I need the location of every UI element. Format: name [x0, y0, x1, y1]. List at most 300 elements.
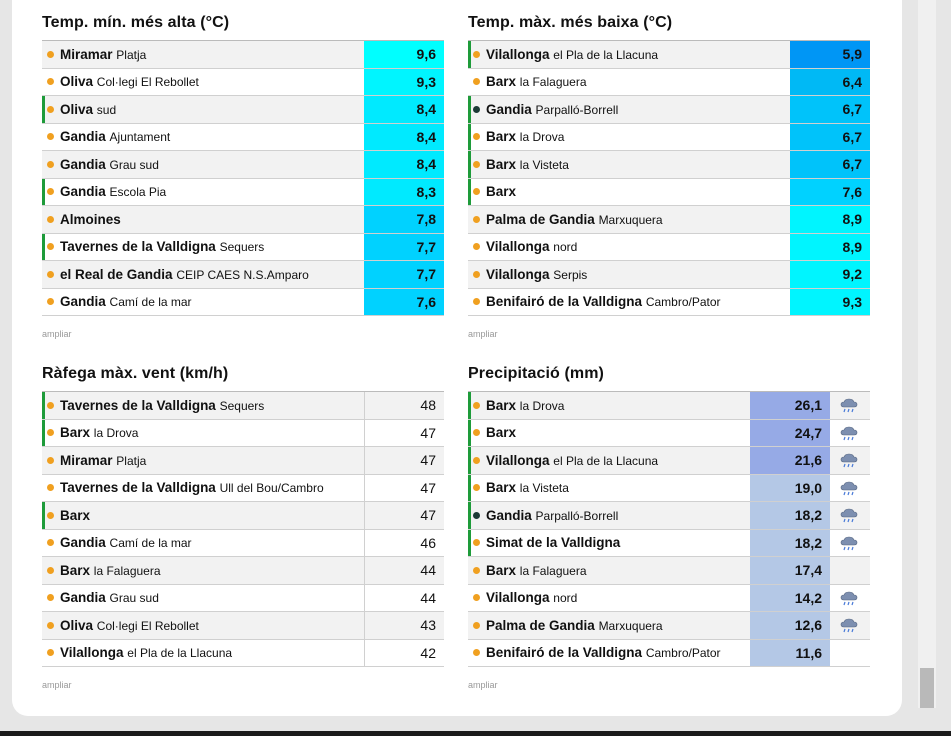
station-value: 24,7 [750, 420, 830, 447]
station-location: Marxuquera [598, 618, 663, 633]
station-location: CEIP CAES N.S.Amparo [176, 267, 309, 282]
table-row[interactable] [468, 612, 870, 640]
rain-cloud-icon [840, 481, 858, 497]
station-location: Grau sud [109, 591, 159, 606]
station-value: 9,6 [364, 41, 444, 68]
station-value: 7,6 [790, 179, 870, 206]
station-name[interactable] [60, 102, 116, 117]
station-value: 6,7 [790, 96, 870, 123]
station-dot-icon [473, 188, 480, 195]
station-name[interactable] [60, 129, 170, 144]
station-town: Vilallonga [486, 239, 550, 255]
table-row[interactable] [468, 585, 870, 613]
station-name[interactable] [486, 535, 620, 550]
station-name[interactable] [60, 563, 161, 578]
table-row[interactable] [42, 151, 444, 179]
panel-wind-gust [42, 363, 444, 693]
station-value: 47 [364, 502, 444, 529]
station-name[interactable] [486, 563, 587, 578]
station-location: el Pla de la Llacuna [553, 453, 659, 468]
station-name[interactable] [486, 425, 516, 440]
station-dot-icon [47, 649, 54, 656]
station-dot-icon [473, 216, 480, 223]
station-town: Barx [486, 156, 517, 172]
station-name[interactable] [60, 157, 159, 172]
station-flag-marker [42, 392, 45, 419]
expand-link[interactable]: ampliar [468, 329, 498, 339]
table-row[interactable] [468, 151, 870, 179]
rain-cloud-icon [840, 618, 858, 634]
station-location: sud [96, 102, 117, 117]
station-name[interactable] [486, 74, 587, 89]
station-value: 26,1 [750, 392, 830, 419]
station-flag-marker [42, 234, 45, 261]
station-dot-icon [47, 133, 54, 140]
station-dot-icon [473, 429, 480, 436]
station-location: nord [553, 591, 578, 606]
table-row[interactable] [468, 502, 870, 530]
station-location: Serpis [553, 267, 588, 282]
station-dot-icon [47, 622, 54, 629]
station-flag-marker [468, 234, 471, 261]
panel-title: Ràfega màx. vent (km/h) [42, 365, 229, 382]
station-town: Barx [486, 74, 517, 90]
station-dot-icon [47, 484, 54, 491]
station-dot-icon [473, 161, 480, 168]
table-row[interactable] [468, 179, 870, 207]
station-town: Gandia [60, 156, 106, 172]
station-location: la Falaguera [93, 563, 161, 578]
station-dot-icon [47, 106, 54, 113]
station-town: Tavernes de la Valldigna [60, 480, 216, 496]
station-flag-marker [468, 475, 471, 502]
rain-cloud-icon [840, 398, 858, 414]
station-name[interactable] [486, 618, 663, 633]
station-town: Barx [486, 562, 517, 578]
station-town: Oliva [60, 101, 94, 117]
station-dot-icon [47, 243, 54, 250]
station-dot-icon [47, 161, 54, 168]
station-value: 17,4 [750, 557, 830, 584]
station-flag-marker [468, 530, 471, 557]
rain-cloud-icon [840, 453, 858, 469]
station-value: 6,7 [790, 151, 870, 178]
station-flag-marker [42, 612, 45, 639]
station-town: Gandia [486, 101, 532, 117]
station-location: Camí de la mar [109, 295, 192, 310]
station-location: la Drova [93, 426, 139, 441]
station-value: 43 [364, 612, 444, 639]
station-value: 7,7 [364, 261, 444, 288]
panel-title: Temp. màx. més baixa (°C) [468, 14, 673, 31]
station-name[interactable] [60, 480, 324, 495]
station-town: Oliva [60, 74, 94, 90]
station-flag-marker [42, 557, 45, 584]
expand-link[interactable]: ampliar [42, 329, 72, 339]
station-flag-marker [468, 41, 471, 68]
station-flag-marker [42, 502, 45, 529]
station-town: Vilallonga [60, 645, 124, 661]
station-dot-icon [47, 594, 54, 601]
table-row[interactable] [42, 41, 444, 69]
station-flag-marker [42, 206, 45, 233]
panel-title: Precipitació (mm) [468, 365, 604, 382]
station-name[interactable] [486, 398, 564, 413]
station-value: 7,8 [364, 206, 444, 233]
station-value: 9,3 [790, 289, 870, 316]
station-name[interactable] [60, 47, 146, 62]
station-location: Parpalló-Borrell [535, 102, 619, 117]
station-town: Barx [486, 397, 517, 413]
table-row[interactable] [42, 69, 444, 97]
station-value: 46 [364, 530, 444, 557]
station-name[interactable] [486, 184, 516, 199]
station-name[interactable] [60, 425, 138, 440]
station-flag-marker [42, 585, 45, 612]
station-name[interactable] [60, 184, 166, 199]
scrollbar-thumb[interactable] [920, 668, 934, 708]
scrollbar-track[interactable] [918, 0, 936, 708]
station-name[interactable] [486, 129, 564, 144]
station-dot-icon [47, 188, 54, 195]
station-dot-icon [47, 298, 54, 305]
table-row[interactable] [42, 206, 444, 234]
station-town: Tavernes de la Valldigna [60, 397, 216, 413]
table-row[interactable] [42, 530, 444, 558]
station-dot-icon [47, 216, 54, 223]
station-dot-icon [473, 484, 480, 491]
station-flag-marker [42, 475, 45, 502]
station-name[interactable] [486, 267, 587, 282]
station-dot-icon [473, 512, 480, 519]
station-value: 18,2 [750, 502, 830, 529]
station-value: 5,9 [790, 41, 870, 68]
station-name[interactable] [486, 508, 618, 523]
station-dot-icon [473, 402, 480, 409]
table-row[interactable] [468, 420, 870, 448]
station-town: Palma de Gandia [486, 617, 595, 633]
ranking-table [42, 40, 444, 316]
station-flag-marker [468, 69, 471, 96]
station-town: Almoines [60, 211, 121, 227]
station-dot-icon [47, 512, 54, 519]
station-name[interactable] [486, 157, 569, 172]
station-name[interactable] [60, 508, 90, 523]
panel-precipitation [468, 363, 870, 693]
station-flag-marker [42, 640, 45, 667]
station-flag-marker [42, 530, 45, 557]
station-location: la Drova [519, 398, 565, 413]
rain-cloud-icon [840, 591, 858, 607]
ranking-table [42, 391, 444, 667]
expand-link[interactable]: ampliar [468, 680, 498, 690]
station-name[interactable] [486, 47, 658, 62]
station-location: Col·legi El Rebollet [96, 618, 199, 633]
panel-min-temp-high [42, 12, 444, 342]
station-dot-icon [473, 594, 480, 601]
station-dot-icon [473, 457, 480, 464]
bottom-divider [0, 731, 951, 736]
station-flag-marker [468, 124, 471, 151]
table-row[interactable] [42, 261, 444, 289]
station-name[interactable] [486, 645, 721, 660]
station-flag-marker [468, 585, 471, 612]
station-name[interactable] [60, 212, 121, 227]
station-location: Parpalló-Borrell [535, 508, 619, 523]
station-value: 7,7 [364, 234, 444, 261]
station-flag-marker [468, 502, 471, 529]
table-row[interactable] [42, 392, 444, 420]
station-location: la Falaguera [519, 75, 587, 90]
station-town: Barx [60, 507, 91, 523]
station-value: 14,2 [750, 585, 830, 612]
table-row[interactable] [468, 530, 870, 558]
table-row[interactable] [468, 289, 870, 317]
station-location: Grau sud [109, 157, 159, 172]
station-value: 8,9 [790, 206, 870, 233]
station-town: Benifairó de la Valldigna [486, 645, 643, 661]
station-dot-icon [47, 429, 54, 436]
station-dot-icon [47, 402, 54, 409]
station-location: Camí de la mar [109, 536, 192, 551]
station-location: la Falaguera [519, 563, 587, 578]
station-flag-marker [42, 447, 45, 474]
station-value: 48 [364, 392, 444, 419]
station-flag-marker [42, 69, 45, 96]
station-value: 8,9 [790, 234, 870, 261]
station-town: Miramar [60, 452, 113, 468]
ranking-table [468, 40, 870, 316]
table-row[interactable] [42, 612, 444, 640]
station-town: Vilallonga [486, 590, 550, 606]
station-location: el Pla de la Llacuna [127, 646, 233, 661]
table-row[interactable] [468, 96, 870, 124]
table-row[interactable] [468, 475, 870, 503]
station-location: Escola Pia [109, 185, 167, 200]
station-flag-marker [468, 179, 471, 206]
station-town: Barx [486, 480, 517, 496]
table-row[interactable] [42, 585, 444, 613]
rain-cloud-icon [840, 426, 858, 442]
table-row[interactable] [42, 447, 444, 475]
station-location: la Drova [519, 130, 565, 145]
station-location: Ull del Bou/Cambro [219, 481, 324, 496]
station-value: 6,7 [790, 124, 870, 151]
table-row[interactable] [468, 261, 870, 289]
station-flag-marker [42, 151, 45, 178]
station-dot-icon [473, 539, 480, 546]
station-town: Barx [60, 562, 91, 578]
station-flag-marker [42, 420, 45, 447]
station-dot-icon [47, 51, 54, 58]
station-dot-icon [473, 271, 480, 278]
station-value: 7,6 [364, 289, 444, 316]
station-location: Cambro/Pator [645, 646, 721, 661]
table-row[interactable] [42, 420, 444, 448]
station-name[interactable] [60, 398, 264, 413]
station-flag-marker [468, 640, 471, 667]
ranking-table [468, 391, 870, 667]
table-row[interactable] [468, 41, 870, 69]
station-name[interactable] [60, 535, 192, 550]
station-name[interactable] [486, 480, 569, 495]
station-location: la Visteta [519, 481, 569, 496]
station-flag-marker [468, 206, 471, 233]
station-location: Col·legi El Rebollet [96, 75, 199, 90]
station-dot-icon [473, 567, 480, 574]
station-value: 47 [364, 420, 444, 447]
station-value: 11,6 [750, 640, 830, 667]
station-town: Simat de la Valldigna [486, 535, 621, 551]
station-dot-icon [473, 133, 480, 140]
table-row[interactable] [42, 475, 444, 503]
station-flag-marker [468, 392, 471, 419]
station-value: 21,6 [750, 447, 830, 474]
station-name[interactable] [60, 453, 146, 468]
station-name[interactable] [486, 294, 721, 309]
station-value: 44 [364, 557, 444, 584]
station-dot-icon [47, 539, 54, 546]
rain-cloud-icon [840, 508, 858, 524]
station-value: 8,3 [364, 179, 444, 206]
table-row[interactable] [42, 179, 444, 207]
station-town: Gandia [486, 507, 532, 523]
station-town: Miramar [60, 46, 113, 62]
station-location: la Visteta [519, 157, 569, 172]
station-dot-icon [47, 457, 54, 464]
station-town: Tavernes de la Valldigna [60, 239, 216, 255]
station-dot-icon [473, 622, 480, 629]
station-town: Barx [486, 184, 517, 200]
table-row[interactable] [42, 96, 444, 124]
station-flag-marker [42, 179, 45, 206]
station-flag-marker [468, 289, 471, 316]
station-location: Sequers [219, 398, 265, 413]
station-name[interactable] [60, 267, 309, 282]
expand-link[interactable]: ampliar [42, 680, 72, 690]
station-value: 9,2 [790, 261, 870, 288]
station-value: 6,4 [790, 69, 870, 96]
station-flag-marker [468, 557, 471, 584]
station-dot-icon [47, 78, 54, 85]
station-town: Gandia [60, 129, 106, 145]
rain-cloud-icon [840, 536, 858, 552]
station-flag-marker [42, 124, 45, 151]
station-town: Vilallonga [486, 266, 550, 282]
station-value: 8,4 [364, 96, 444, 123]
station-name[interactable] [60, 645, 232, 660]
station-flag-marker [42, 41, 45, 68]
station-town: Barx [486, 425, 517, 441]
station-town: Benifairó de la Valldigna [486, 294, 643, 310]
station-name[interactable] [486, 239, 577, 254]
table-row[interactable] [468, 640, 870, 668]
table-row[interactable] [42, 289, 444, 317]
station-town: Palma de Gandia [486, 211, 595, 227]
station-name[interactable] [60, 590, 159, 605]
station-name[interactable] [486, 102, 618, 117]
station-name[interactable] [486, 590, 577, 605]
table-row[interactable] [42, 502, 444, 530]
station-town: Gandia [60, 535, 106, 551]
station-location: Sequers [219, 240, 265, 255]
table-row[interactable] [42, 557, 444, 585]
station-dot-icon [47, 567, 54, 574]
table-row[interactable] [468, 206, 870, 234]
station-flag-marker [468, 447, 471, 474]
station-name[interactable] [486, 453, 658, 468]
station-town: Vilallonga [486, 452, 550, 468]
panel-max-temp-low [468, 12, 870, 342]
station-town: el Real de Gandia [60, 266, 173, 282]
station-dot-icon [47, 271, 54, 278]
station-location: Marxuquera [598, 212, 663, 227]
station-dot-icon [473, 78, 480, 85]
station-name[interactable] [486, 212, 663, 227]
station-flag-marker [42, 289, 45, 316]
table-row[interactable] [468, 447, 870, 475]
station-dot-icon [473, 243, 480, 250]
station-town: Vilallonga [486, 46, 550, 62]
station-name[interactable] [60, 74, 199, 89]
table-row[interactable] [42, 124, 444, 152]
station-name[interactable] [60, 294, 192, 309]
station-town: Gandia [60, 184, 106, 200]
station-value: 47 [364, 475, 444, 502]
station-flag-marker [468, 151, 471, 178]
table-row[interactable] [468, 124, 870, 152]
station-flag-marker [468, 612, 471, 639]
station-value: 12,6 [750, 612, 830, 639]
station-dot-icon [473, 298, 480, 305]
station-flag-marker [42, 96, 45, 123]
station-location: Ajuntament [109, 130, 171, 145]
table-row[interactable] [42, 234, 444, 262]
station-town: Oliva [60, 617, 94, 633]
station-town: Barx [60, 425, 91, 441]
table-row[interactable] [42, 640, 444, 668]
station-dot-icon [473, 649, 480, 656]
station-location: nord [553, 240, 578, 255]
station-dot-icon [473, 51, 480, 58]
station-town: Barx [486, 129, 517, 145]
table-row[interactable] [468, 392, 870, 420]
panel-title: Temp. mín. més alta (°C) [42, 14, 230, 31]
station-location: Cambro/Pator [645, 295, 721, 310]
station-value: 18,2 [750, 530, 830, 557]
station-name[interactable] [60, 618, 199, 633]
station-location: Platja [116, 47, 147, 62]
table-row[interactable] [468, 557, 870, 585]
station-flag-marker [468, 96, 471, 123]
station-value: 47 [364, 447, 444, 474]
station-name[interactable] [60, 239, 264, 254]
station-value: 8,4 [364, 124, 444, 151]
station-value: 44 [364, 585, 444, 612]
table-row[interactable] [468, 234, 870, 262]
station-flag-marker [468, 420, 471, 447]
station-value: 19,0 [750, 475, 830, 502]
station-flag-marker [42, 261, 45, 288]
station-town: Gandia [60, 590, 106, 606]
station-value: 8,4 [364, 151, 444, 178]
station-location: Platja [116, 453, 147, 468]
station-town: Gandia [60, 294, 106, 310]
station-value: 9,3 [364, 69, 444, 96]
station-dot-icon [473, 106, 480, 113]
table-row[interactable] [468, 69, 870, 97]
station-location: el Pla de la Llacuna [553, 47, 659, 62]
